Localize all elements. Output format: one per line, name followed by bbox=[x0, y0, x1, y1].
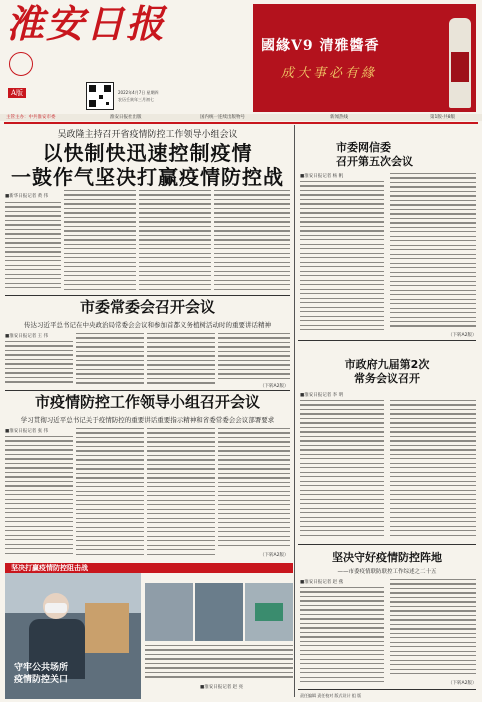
side2-body-col2 bbox=[390, 400, 476, 540]
side1-title-1: 市委网信委 bbox=[336, 141, 391, 154]
edition-badge: A版 bbox=[8, 88, 26, 98]
story2-continued: （下转A2版） bbox=[260, 384, 289, 389]
side3-continued: （下转A2版） bbox=[448, 681, 477, 686]
info-bar-mid3: 新闻热线 bbox=[330, 115, 348, 120]
column-divider bbox=[294, 125, 295, 697]
story2-subtitle: 传达习近平总书记在中央政治局常委会会议和参加首都义务植树活动时的重要讲话精神 bbox=[24, 321, 271, 329]
photo-caption-2: 疫情防控关口 bbox=[14, 675, 69, 685]
side2-title-2: 常务会议召开 bbox=[354, 372, 420, 385]
story2-byline: ■淮安日报记者 王 伟 bbox=[5, 334, 49, 339]
lead-byline: ■新华日报记者 黄 伟 bbox=[5, 194, 49, 199]
lead-body-col1 bbox=[5, 202, 61, 292]
side2-byline: ■淮安日报记者 李 明 bbox=[300, 393, 344, 398]
lead-body-col4 bbox=[214, 190, 290, 292]
info-bar-right: 第1版·共8版 bbox=[430, 115, 456, 120]
story2-title: 市委常委会召开会议 bbox=[79, 298, 215, 316]
story2-body-col2 bbox=[76, 333, 144, 387]
lead-title-2: 一鼓作气坚决打赢疫情防控战 bbox=[11, 165, 284, 189]
lead-body-col2 bbox=[64, 190, 136, 292]
masthead-title: 淮安日报 bbox=[6, 1, 167, 46]
side2-body-col1 bbox=[300, 400, 384, 540]
story3-subtitle: 学习贯彻习近平总书记关于疫情防控的重要讲话重要指示精神和省委常委会会议部署要求 bbox=[20, 416, 275, 424]
story3-body-col2 bbox=[76, 428, 144, 556]
masthead-seal bbox=[9, 52, 33, 76]
footer-editors: 责任编辑 责任校对 版式设计 组 版 bbox=[300, 693, 362, 698]
photo-credit: ■淮安日报记者 赵 亮 bbox=[200, 685, 244, 690]
story3-byline: ■淮安日报记者 张 伟 bbox=[5, 429, 49, 434]
side1-continued: （下转A2版） bbox=[448, 333, 477, 338]
story2-body-col3 bbox=[147, 333, 215, 387]
lead-title-1: 以快制快迅速控制疫情 bbox=[42, 141, 253, 165]
side3-title: 坚决守好疫情防控阵地 bbox=[332, 551, 442, 564]
side3-subtitle: ——市委疫情联防联控工作综述之二十五 bbox=[337, 569, 437, 575]
photo-strip bbox=[145, 583, 293, 641]
side1-title-2: 召开第五次会议 bbox=[336, 155, 413, 168]
info-bar-mid1: 淮安日报社出版 bbox=[110, 115, 142, 120]
story3-body-col1 bbox=[5, 436, 73, 556]
divider-side-2 bbox=[298, 544, 476, 545]
info-bar-mid2: 国内统一连续出版物号 bbox=[200, 115, 245, 120]
story2-body-col4 bbox=[218, 333, 290, 383]
story3-title: 市疫情防控工作领导小组召开会议 bbox=[34, 393, 260, 411]
story3-body-col3 bbox=[147, 428, 215, 556]
side3-body-col2 bbox=[390, 579, 476, 679]
info-bar-left: 主管主办：中共淮安市委 bbox=[6, 115, 56, 120]
lead-body-col3 bbox=[139, 190, 211, 292]
story3-continued: （下转A2版） bbox=[260, 553, 289, 558]
ad-slogan: 成大事必有緣 bbox=[281, 66, 378, 81]
qr-code-icon bbox=[86, 82, 114, 110]
footer-rule bbox=[298, 689, 476, 690]
side1-body-col2 bbox=[390, 173, 476, 331]
date-line: 2022年4月7日 星期四 bbox=[118, 90, 159, 95]
bottle-label bbox=[451, 52, 469, 82]
divider-1 bbox=[5, 295, 290, 296]
side3-body-col1 bbox=[300, 587, 384, 685]
lunar-date: 农历壬寅年三月初七 bbox=[118, 97, 154, 102]
side1-body-col1 bbox=[300, 181, 384, 331]
info-bar bbox=[0, 114, 482, 121]
photo-caption-1: 守牢公共场所 bbox=[14, 663, 69, 673]
side2-title-1: 市政府九届第2次 bbox=[344, 358, 430, 371]
advertisement bbox=[253, 4, 476, 112]
story3-body-col4 bbox=[218, 428, 290, 550]
top-rule bbox=[4, 122, 478, 124]
divider-side-1 bbox=[298, 340, 476, 341]
lead-kicker: 吴政隆主持召开省疫情防控工作领导小组会议 bbox=[57, 130, 238, 140]
story2-body-col1 bbox=[5, 341, 73, 387]
photo-strip-caption-text bbox=[145, 645, 293, 683]
ad-brand: 國緣V9 清雅醬香 bbox=[261, 38, 380, 54]
side3-byline: ■淮安日报记者 赵 燕 bbox=[300, 580, 344, 585]
photo-banner: 坚决打赢疫情防控阻击战 bbox=[5, 563, 293, 573]
side1-byline: ■淮安日报记者 杨 帆 bbox=[300, 174, 344, 179]
divider-2 bbox=[5, 390, 290, 391]
